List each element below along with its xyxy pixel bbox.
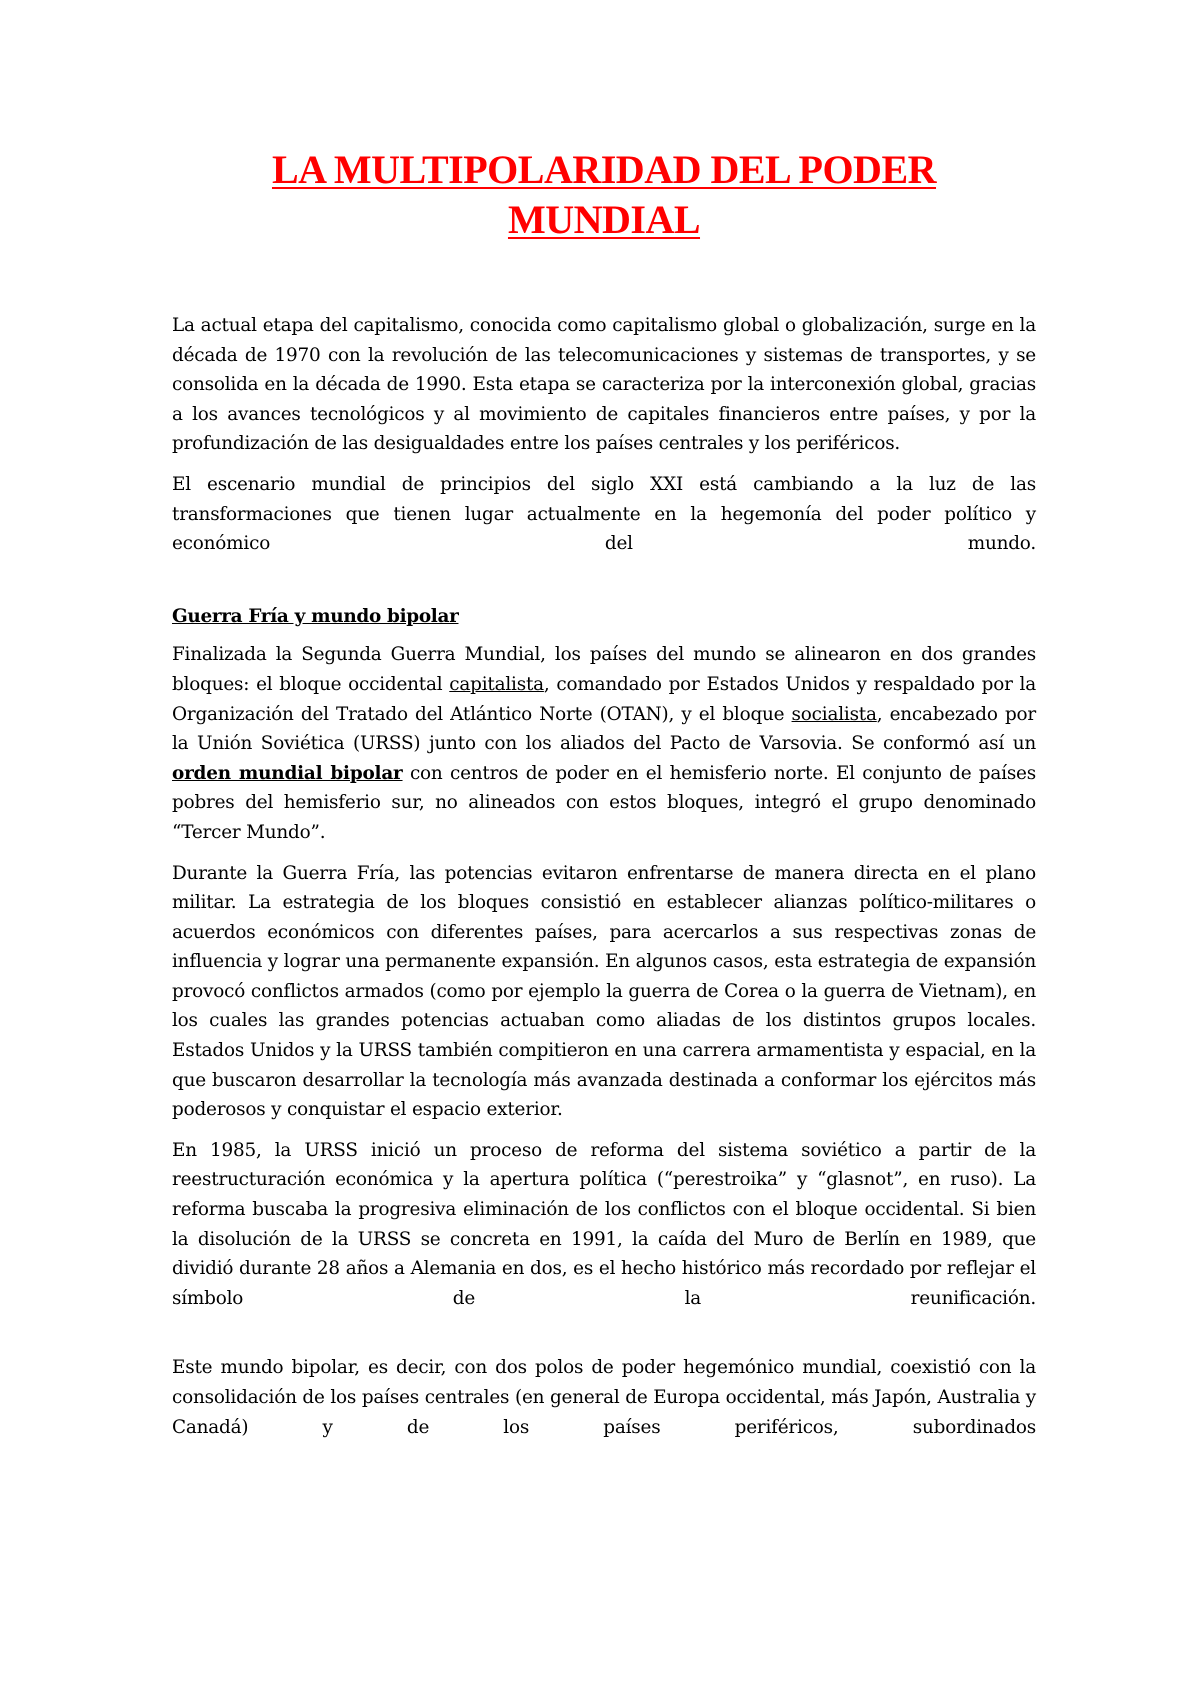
title-line-1: LA MULTIPOLARIDAD DEL PODER: [271, 147, 937, 192]
paragraph-text: , encabezado por la Unión Soviética (URSS) junto con los aliados del Pacto de Varsovia. Se conformó así un: [172, 703, 1036, 755]
term-orden-mundial-bipolar: orden mundial bipolar: [172, 762, 403, 784]
paragraph-text: , comandado por Estados Unidos y respaldado por la Organización del Tratado del Atlántico Norte (OTAN), y el bloque: [172, 673, 1036, 725]
document-page: [172, 145, 1036, 1442]
paragraph-urss-reform: En 1985, la URSS inició un proceso de reforma del sistema soviético a partir de la reestructuración económica y la apertura política (“perestroika” y “glasnot”, en ruso). La reforma buscaba la progresiva eliminación de los conflictos con el bloque occidental. Si bien la disolución de la URSS se concreta en 1991, la caída del Muro de Berlín en 1989, que dividió durante 28 años a Alemania en dos, es el hecho histórico más recordado por reflejar el símbolo de la reunificación.: [172, 1139, 1036, 1309]
paragraph-text: con centros de poder en el hemisferio norte. El conjunto de países pobres del hemisferio sur, no alineados con estos bloques, integró el grupo denominado “Tercer Mundo”.: [172, 762, 1036, 843]
paragraph-21st-century: El escenario mundial de principios del siglo XXI está cambiando a la luz de las transformaciones que tienen lugar actualmente en la hegemonía del poder político y económico del mundo.: [172, 473, 1036, 555]
title-line-2: MUNDIAL: [507, 197, 701, 242]
term-socialista: socialista: [791, 703, 877, 725]
paragraph-bipolar-world: Este mundo bipolar, es decir, con dos polos de poder hegemónico mundial, coexistió con la consolidación de los países centrales (en general de Europa occidental, más Japón, Australia y Canadá) y de los países periféricos, subordinados: [172, 1357, 1036, 1438]
paragraph-bipolar-order: [172, 640, 1036, 847]
document-title: [172, 145, 1036, 245]
term-capitalista: capitalista: [449, 673, 544, 695]
paragraph-globalization: La actual etapa del capitalismo, conocida como capitalismo global o globalización, surge en la década de 1970 con la revolución de las telecomunicaciones y sistemas de transportes, y se consolida en la década de 1990. Esta etapa se caracteriza por la interconexión global, gracias a los avances tecnológicos y al movimiento de capitales financieros entre países, y por la profundización de las desigualdades entre los países centrales y los periféricos.: [172, 315, 1036, 455]
paragraph-text: Finalizada la Segunda Guerra Mundial, los países del mundo se alinearon en dos grandes bloques: el bloque occidental: [172, 644, 1036, 695]
paragraph-cold-war-strategy: Durante la Guerra Fría, las potencias evitaron enfrentarse de manera directa en el plano militar. La estrategia de los bloques consistió en establecer alianzas político-militares o acuerdos económicos con diferentes países, para acercarlos a sus respectivas zonas de influencia y lograr una permanente expansión. En algunos casos, esta estrategia de expansión provocó conflictos armados (como por ejemplo la guerra de Corea o la guerra de Vietnam), en los cuales las grandes potencias actuaban como aliadas de los distintos grupos locales. Estados Unidos y la URSS también compitieron en una carrera armamentista y espacial, en la que buscaron desarrollar la tecnología más avanzada destinada a conformar los ejércitos más poderosos y conquistar el espacio exterior.: [172, 862, 1036, 1121]
section-heading-cold-war: Guerra Fría y mundo bipolar: [172, 605, 459, 627]
